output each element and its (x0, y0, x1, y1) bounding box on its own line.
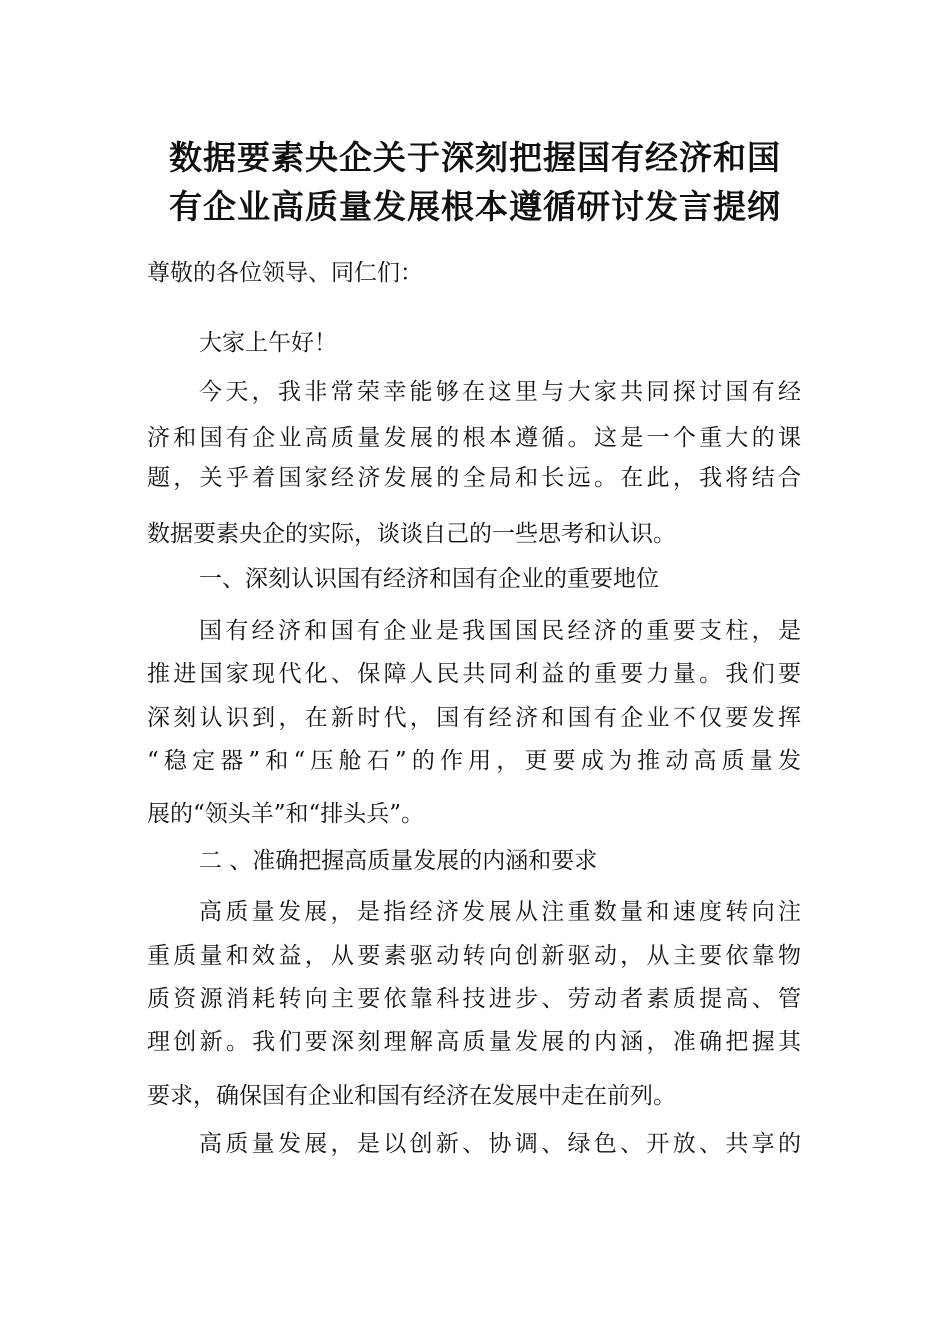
paragraph-line: 展的“领头羊”和“排头兵”。 (147, 801, 425, 827)
salutation: 尊敬的各位领导、同仁们： (147, 260, 423, 286)
document-title-line-1: 数据要素央企关于深刻把握国有经济和国 (169, 138, 781, 177)
section-heading-1: 一、深刻认识国有经济和国有企业的重要地位 (199, 566, 659, 592)
paragraph-line: 今天，我非常荣幸能够在这里与大家共同探讨国有经 (199, 379, 801, 405)
paragraph-line: “稳定器”和“压舱石”的作用，更要成为推动高质量发 (147, 748, 801, 774)
section-heading-2: 二 、准确把握高质量发展的内涵和要求 (199, 848, 598, 874)
greeting: 大家上午好！ (199, 330, 337, 356)
paragraph-line: 重质量和效益，从要素驱动转向创新驱动，从主要依靠物 (147, 943, 801, 969)
paragraph-line: 深刻认识到，在新时代，国有经济和国有企业不仅要发挥 (147, 705, 801, 731)
paragraph-line: 数据要素央企的实际，谈谈自己的一些思考和认识。 (147, 521, 676, 547)
paragraph-line: 国有经济和国有企业是我国国民经济的重要支柱，是 (199, 618, 801, 644)
paragraph-line: 推进国家现代化、保障人民共同利益的重要力量。我们要 (147, 661, 801, 687)
paragraph-line: 高质量发展，是以创新、协调、绿色、开放、共享的 (199, 1131, 801, 1157)
paragraph-line: 要求，确保国有企业和国有经济在发展中走在前列。 (147, 1083, 676, 1109)
paragraph-line: 高质量发展，是指经济发展从注重数量和速度转向注 (199, 899, 801, 925)
paragraph-line: 济和国有企业高质量发展的根本遵循。这是一个重大的课 (147, 425, 801, 451)
document-title-line-2: 有企业高质量发展根本遵循研讨发言提纲 (169, 187, 781, 226)
paragraph-line: 理创新。我们要深刻理解高质量发展的内涵，准确把握其 (147, 1029, 801, 1055)
paragraph-line: 质资源消耗转向主要依靠科技进步、劳动者素质提高、管 (147, 986, 801, 1012)
paragraph-line: 题，关乎着国家经济发展的全局和长远。在此，我将结合 (147, 465, 801, 491)
